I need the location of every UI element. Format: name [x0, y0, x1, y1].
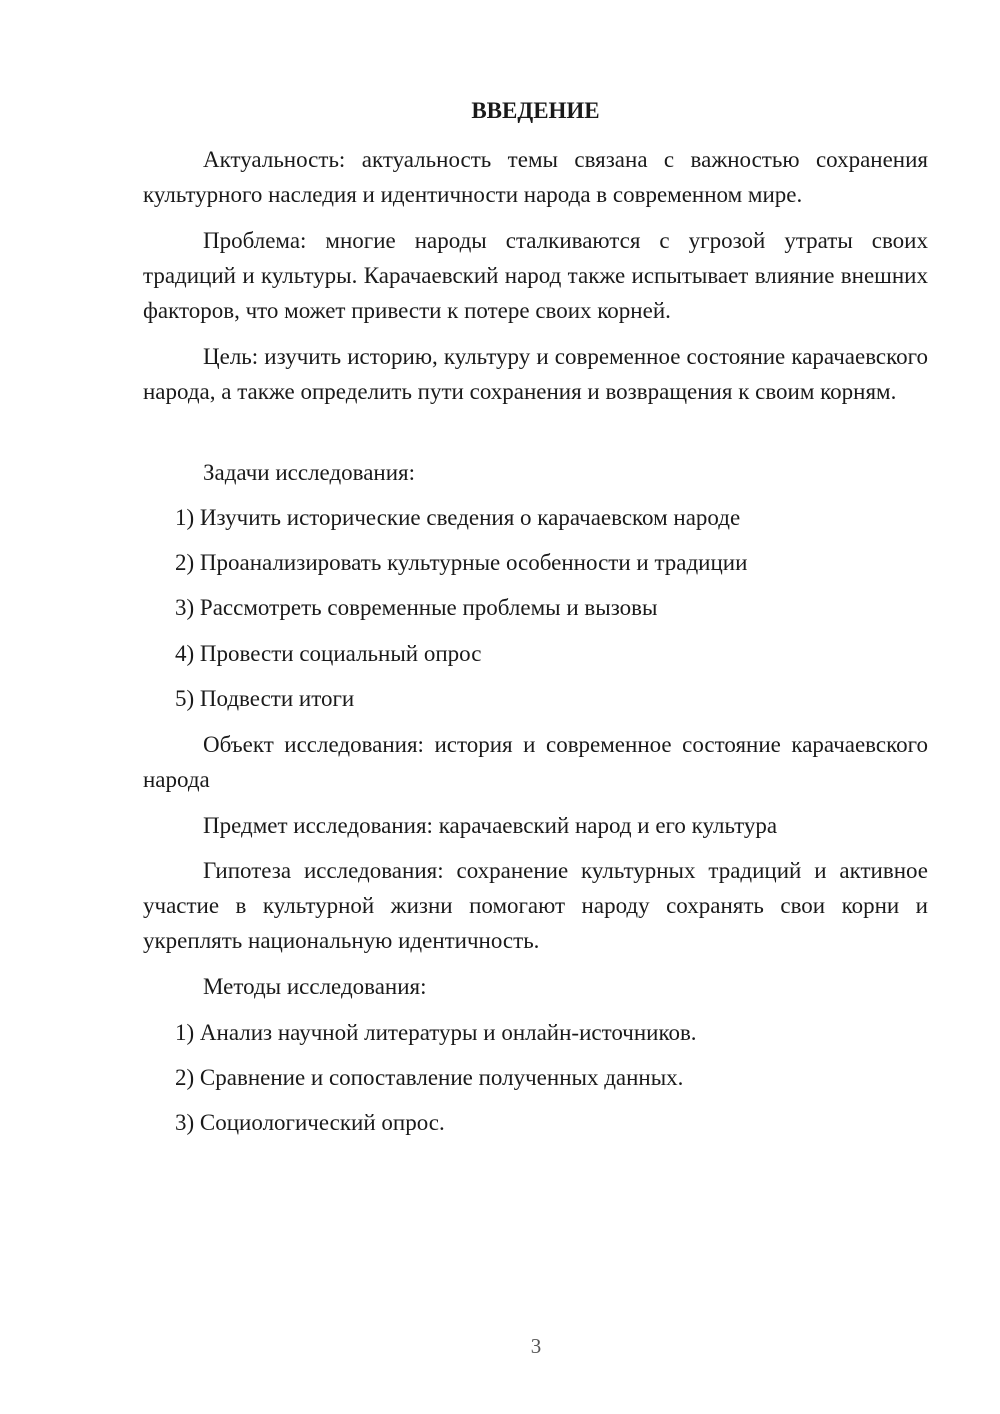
object-paragraph: Объект исследования: история и современное состояние карачаевского народа: [143, 732, 928, 792]
method-item-3: 3) Социологический опрос.: [175, 1110, 445, 1135]
hypothesis-paragraph: Гипотеза исследования: сохранение культурных традиций и активное участие в культурной жизни помогают народу сохранять свои корни и укреплять национальную идентичность.: [143, 858, 928, 953]
methods-heading: Методы исследования:: [203, 974, 427, 999]
relevance-paragraph: Актуальность: актуальность темы связана с важностью сохранения культурного наследия и идентичности народа в современном мире.: [143, 147, 928, 207]
tasks-heading: Задачи исследования:: [203, 460, 416, 485]
task-item-4: 4) Провести социальный опрос: [175, 641, 482, 666]
task-item-3: 3) Рассмотреть современные проблемы и вызовы: [175, 595, 658, 620]
goal-paragraph: Цель: изучить историю, культуру и современное состояние карачаевского народа, а также определить пути сохранения и возвращения к своим корням.: [143, 344, 928, 404]
method-item-2: 2) Сравнение и сопоставление полученных данных.: [175, 1065, 684, 1090]
section-title: ВВЕДЕНИЕ: [471, 98, 600, 123]
method-item-1: 1) Анализ научной литературы и онлайн-источников.: [175, 1020, 697, 1045]
task-item-2: 2) Проанализировать культурные особенности и традиции: [175, 550, 748, 575]
subject-paragraph: Предмет исследования: карачаевский народ и его культура: [203, 813, 778, 838]
problem-paragraph: Проблема: многие народы сталкиваются с угрозой утраты своих традиций и культуры. Карачаевский народ также испытывает влияние внешних факторов, что может привести к потере своих корней.: [143, 228, 928, 323]
page-number: 3: [530, 1334, 542, 1358]
task-item-5: 5) Подвести итоги: [175, 686, 355, 711]
task-item-1: 1) Изучить исторические сведения о карачаевском народе: [175, 505, 741, 530]
